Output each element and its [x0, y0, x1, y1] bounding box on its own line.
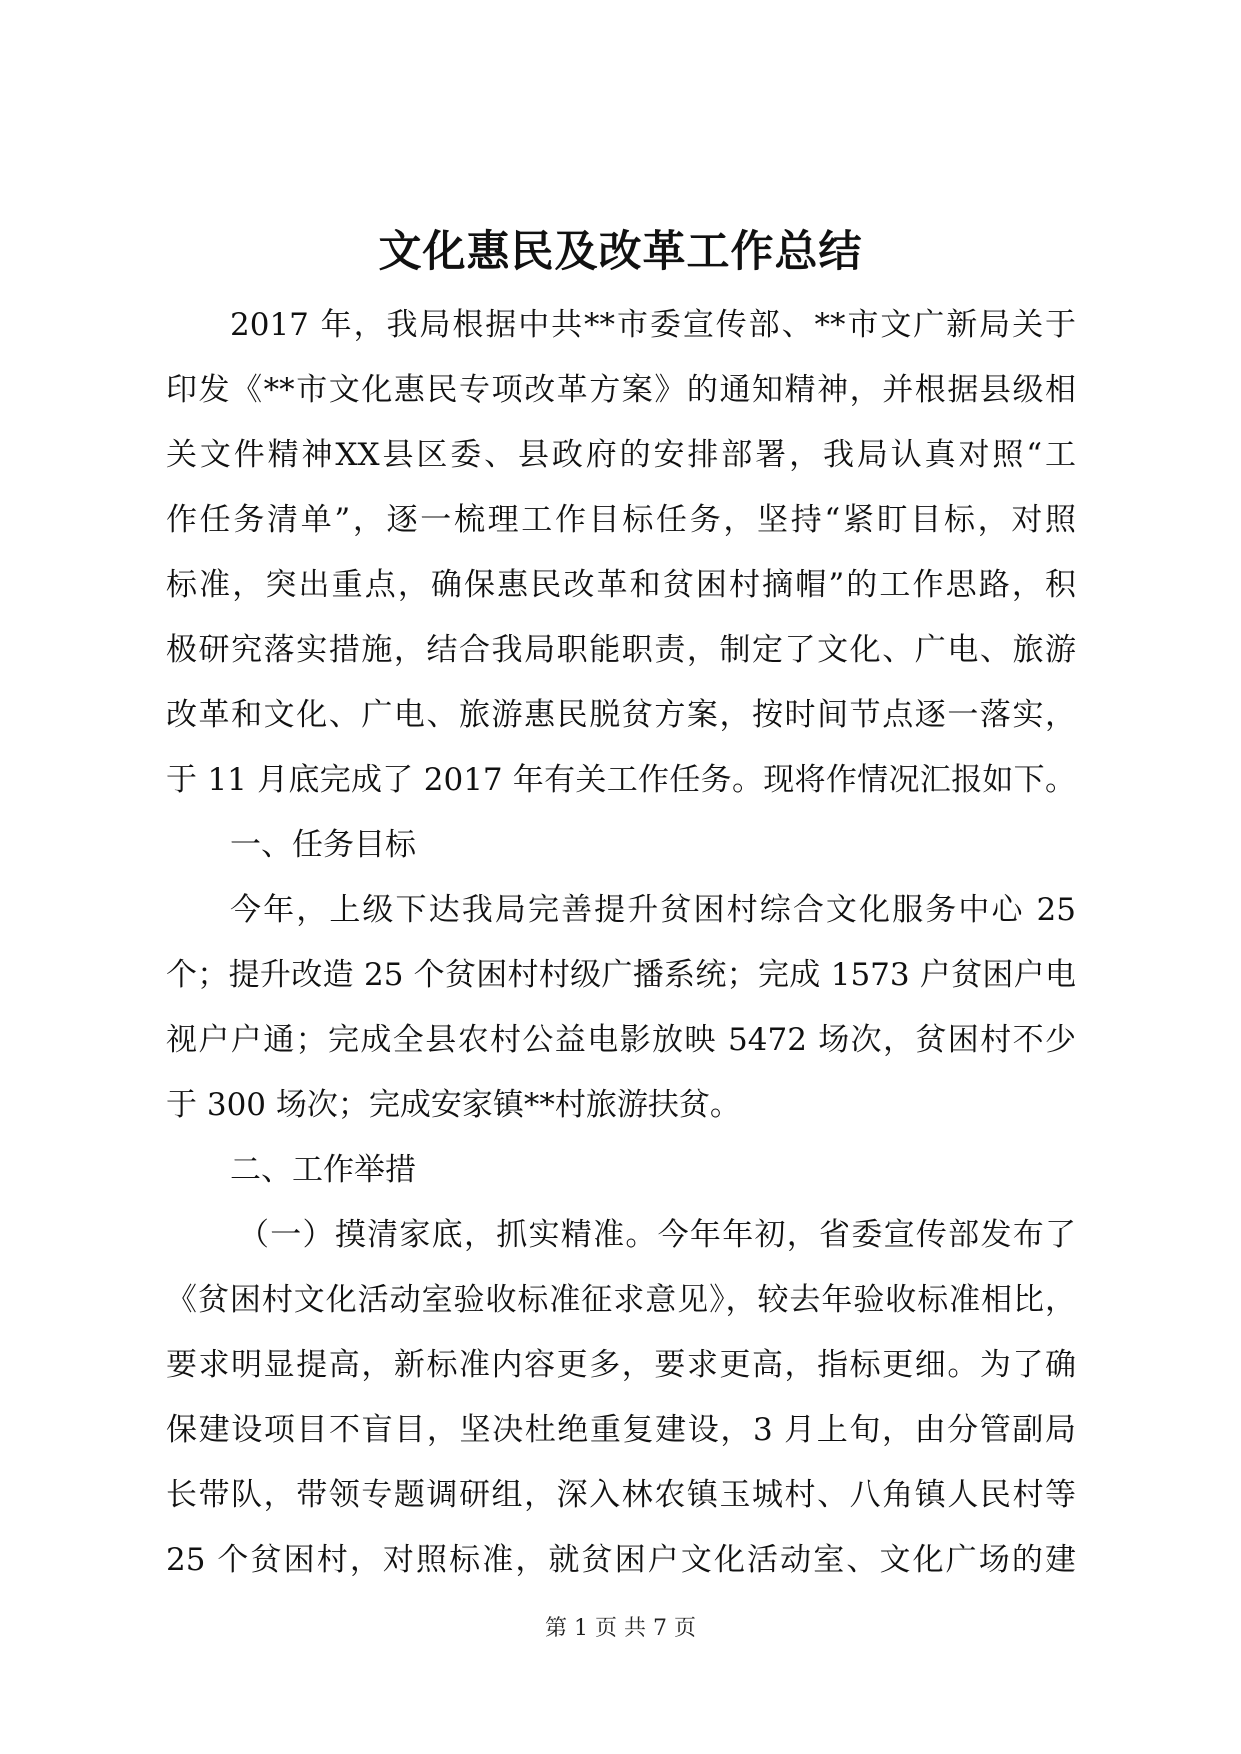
- paragraph-line: 作任务清单”，逐一梳理工作目标任务，坚持“紧盯目标，对照: [166, 502, 1076, 538]
- paragraph-line: 25 个贫困村，对照标准，就贫困户文化活动室、文化广场的建: [166, 1542, 1076, 1578]
- paragraph-line: 保建设项目不盲目，坚决杜绝重复建设，3 月上旬，由分管副局: [166, 1412, 1076, 1448]
- paragraph-line: 视户户通；完成全县农村公益电影放映 5472 场次，贫困村不少: [166, 1022, 1076, 1058]
- section-heading: 一、任务目标: [230, 827, 416, 863]
- paragraph-line: 2017 年，我局根据中共**市委宣传部、**市文广新局关于: [230, 307, 1076, 343]
- paragraph-line: 于 11 月底完成了 2017 年有关工作任务。现将作情况汇报如下。: [166, 762, 1076, 798]
- section-heading: 二、工作举措: [230, 1152, 416, 1188]
- paragraph-line: 关文件精神XX县区委、县政府的安排部署，我局认真对照“工: [166, 437, 1076, 473]
- document-title: 文化惠民及改革工作总结: [378, 227, 863, 277]
- paragraph-line: 标准，突出重点，确保惠民改革和贫困村摘帽”的工作思路，积: [166, 567, 1076, 603]
- paragraph-line: 印发《**市文化惠民专项改革方案》的通知精神，并根据县级相: [166, 372, 1076, 408]
- page-number-footer: 第 1 页 共 7 页: [545, 1616, 696, 1641]
- paragraph-line: 极研究落实措施，结合我局职能职责，制定了文化、广电、旅游: [166, 632, 1076, 668]
- paragraph-line: 要求明显提高，新标准内容更多，要求更高，指标更细。为了确: [166, 1347, 1076, 1383]
- paragraph-line: 改革和文化、广电、旅游惠民脱贫方案，按时间节点逐一落实，: [166, 697, 1076, 733]
- paragraph-line: 《贫困村文化活动室验收标准征求意见》，较去年验收标准相比，: [166, 1282, 1076, 1318]
- document-body: [166, 293, 1076, 1593]
- paragraph-line: 今年，上级下达我局完善提升贫困村综合文化服务中心 25: [230, 892, 1076, 928]
- paragraph-line: 长带队，带领专题调研组，深入林农镇玉城村、八角镇人民村等: [166, 1477, 1076, 1513]
- paragraph-line: （一）摸清家底，抓实精准。今年年初，省委宣传部发布了: [238, 1217, 1076, 1253]
- paragraph-line: 于 300 场次；完成安家镇**村旅游扶贫。: [166, 1087, 741, 1123]
- paragraph-line: 个；提升改造 25 个贫困村村级广播系统；完成 1573 户贫困户电: [166, 957, 1076, 993]
